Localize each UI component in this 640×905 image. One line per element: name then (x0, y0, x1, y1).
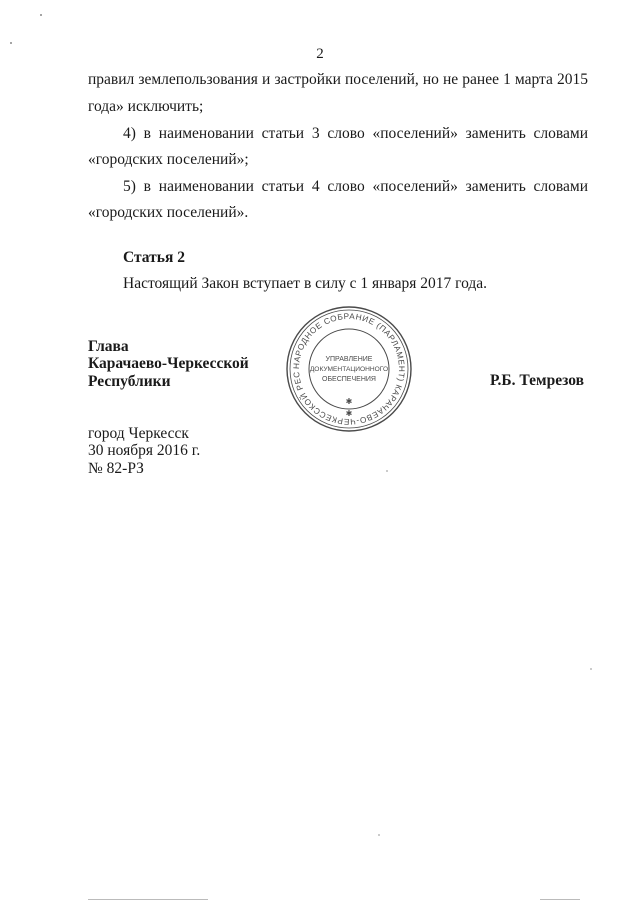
article-2-text: Настоящий Закон вступает в силу с 1 января 2017 года. (123, 275, 488, 292)
footer-city: город Черкесск (88, 425, 189, 442)
article-2-heading: Статья 2 (123, 249, 185, 266)
scan-speck (386, 470, 388, 472)
body-line-2: года» исключить; (88, 98, 204, 115)
item-4-line-2: «городских поселений»; (88, 151, 249, 168)
page-number: 2 (316, 46, 324, 62)
body-line-1: правил землепользования и застройки поселений, но не ранее 1 марта 2015 (88, 71, 588, 88)
signatory-title-2: Карачаево-Черкесской (88, 355, 249, 372)
seal-center-line-1: УПРАВЛЕНИЕ (325, 356, 373, 363)
signatory-title-1: Глава (88, 338, 129, 355)
scan-speck (378, 834, 380, 836)
scan-speck (10, 42, 12, 44)
official-seal (284, 304, 414, 434)
signatory-name: Р.Б. Темрезов (490, 372, 584, 389)
scan-speck (590, 668, 592, 670)
scan-edge-line (540, 899, 580, 900)
seal-center-line-2: ДОКУМЕНТАЦИОННОГО (309, 366, 389, 373)
seal-center-line-3: ОБЕСПЕЧЕНИЯ (322, 376, 376, 383)
item-5-line-2: «городских поселений». (88, 204, 249, 221)
scan-edge-line (88, 899, 208, 900)
seal-graphic (284, 304, 414, 434)
seal-star-icon-2: ✱ (345, 409, 353, 418)
item-4-line-1: 4) в наименовании статьи 3 слово «поселений» заменить словами (123, 125, 588, 142)
footer-number: № 82-РЗ (88, 460, 144, 477)
scan-speck (40, 14, 42, 16)
seal-outer-text: НАРОДНОЕ СОБРАНИЕ (ПАРЛАМЕНТ) КАРАЧАЕВО-ЧЕРКЕССКОЙ РЕС (291, 311, 407, 427)
footer-date: 30 ноября 2016 г. (88, 442, 201, 459)
seal-star-icon: ✱ (345, 397, 353, 406)
signatory-title-3: Республики (88, 373, 171, 390)
item-5-line-1: 5) в наименовании статьи 4 слово «поселений» заменить словами (123, 178, 588, 195)
